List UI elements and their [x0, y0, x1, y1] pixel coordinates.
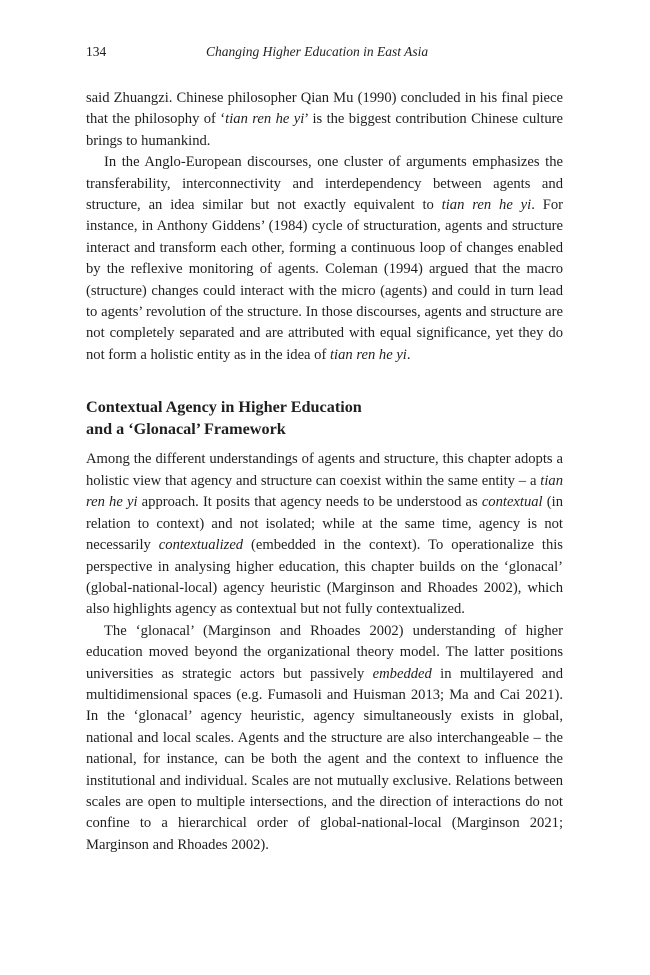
- text-run: approach. It posits that agency needs to be understood as: [137, 494, 482, 511]
- page-number: 134: [86, 44, 107, 59]
- italic-term: contextualized: [158, 537, 244, 554]
- italic-term: contextual: [481, 494, 543, 511]
- italic-term: tian ren he yi: [225, 111, 305, 128]
- italic-term: tian ren he yi: [86, 472, 563, 511]
- paragraph-3: [86, 449, 563, 620]
- italic-term: embedded: [372, 665, 432, 682]
- spacer: [86, 366, 563, 397]
- text-run: said Zhuangzi. Chinese philosopher Qian Mu (1990) concluded in his final piece that the philosophy of ‘: [86, 90, 563, 128]
- spacer: [86, 440, 563, 449]
- text-run: ’ is the biggest contribution Chinese culture brings to humankind.: [86, 111, 563, 149]
- text-run: .: [406, 346, 411, 363]
- running-header: [86, 44, 563, 64]
- paragraph-4: [86, 621, 563, 856]
- text-run: in multilayered and multidimensional spaces (e.g. Fumasoli and Huisman 2013; Ma and Cai 2021). In the ‘glonacal’ agency heuristic, agency simultaneously exists in global, national and local scales. Agents and the structure are also interchangeable – the national, for instance, can be both the agent and the context to influence the institutional and individual. Scales are not mutually exclusive. Relations between scales are open to multiple intersections, and the direction of interactions do not confine to a hierarchical order of global-national-local (Marginson 2021; Marginson and Rhoades 2002).: [86, 665, 563, 853]
- text-run: (embedded in the context). To operationalize this perspective in analysing higher education, this chapter builds on the ‘glonacal’ (global-national-local) agency heuristic (Marginson and Rhoades 2002), which also highlights agency as contextual but not fully contextualized.: [86, 537, 563, 618]
- paragraph-1: [86, 88, 563, 152]
- italic-term: tian ren he yi: [329, 346, 407, 363]
- text-run: The ‘glonacal’ (Marginson and Rhoades 2002) understanding of higher education moved beyond the organizational theory model. The latter positions universities as strategic actors but passively: [86, 622, 563, 682]
- heading-line-2: and a ‘Glonacal’ Framework: [86, 419, 286, 438]
- body-text: [86, 88, 563, 856]
- heading-line-1: Contextual Agency in Higher Education: [86, 398, 362, 417]
- text-run: . For instance, in Anthony Giddens’ (1984) cycle of structuration, agents and structure interact and transform each other, forming a continuous loop of changes enabled by the reflexive monitoring of agents. Coleman (1994) argued that the macro (structure) changes could interact with the micro (agents) and could in turn lead to agents’ revolution of the structure. In those discourses, agents and structure are not completely separated and are attributed with equal significance, yet they do not form a holistic entity as in the idea of: [86, 197, 563, 363]
- section-heading: [86, 397, 563, 440]
- running-title: Changing Higher Education in East Asia: [206, 44, 429, 59]
- italic-term: tian ren he yi: [441, 197, 532, 214]
- text-run: In the Anglo-European discourses, one cluster of arguments emphasizes the transferability, interconnectivity and interdependency between agents and structure, an idea similar but not exactly equivalent to: [86, 154, 563, 214]
- text-run: (in relation to context) and not isolated; while at the same time, agency is not necessarily: [86, 494, 563, 554]
- paragraph-2: [86, 152, 563, 366]
- text-run: Among the different understandings of agents and structure, this chapter adopts a holistic view that agency and structure can coexist within the same entity – a: [86, 451, 563, 489]
